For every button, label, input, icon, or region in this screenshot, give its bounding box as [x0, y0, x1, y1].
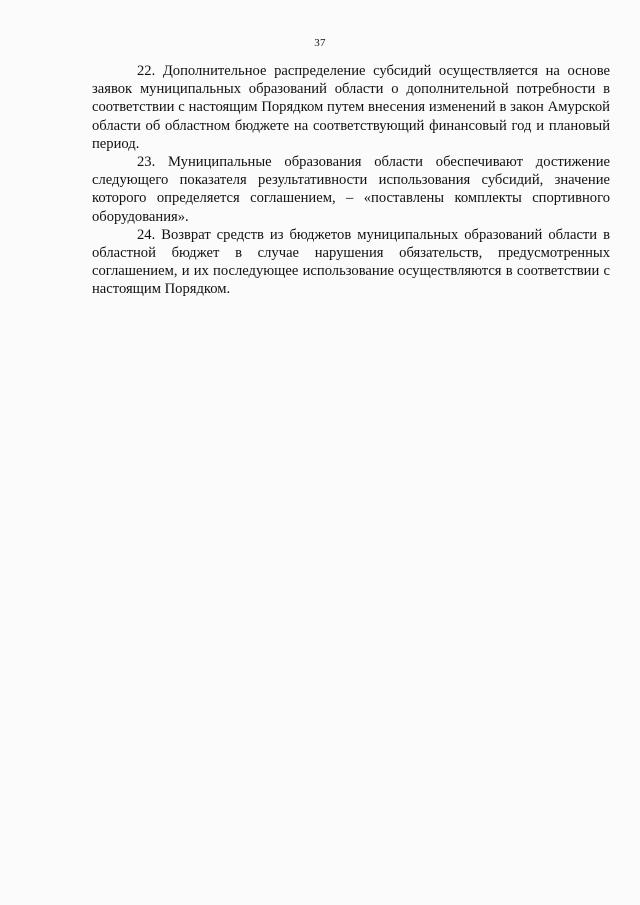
page-number: 37 — [314, 37, 326, 49]
paragraph-22: 22. Дополнительное распределение субсидий осуществляется на основе заявок муниципальных образований области о дополнительной потребности в соответствии с настоящим Порядком путем внесения изменений в закон Амурской области об областном бюджете на соответствующий финансовый год и плановый период. — [92, 63, 610, 152]
paragraph-24: 24. Возврат средств из бюджетов муниципальных образований области в областной бюджет в случае нарушения обязательств, предусмотренных соглашением, и их последующее использование осуществляются в соответствии с настоящим Порядком. — [92, 226, 610, 298]
document-body — [92, 62, 610, 299]
paragraph-23: 23. Муниципальные образования области обеспечивают достижение следующего показателя результативности использования субсидий, значение которого определяется соглашением, – «поставлены комплекты спортивного оборудования». — [92, 154, 610, 225]
